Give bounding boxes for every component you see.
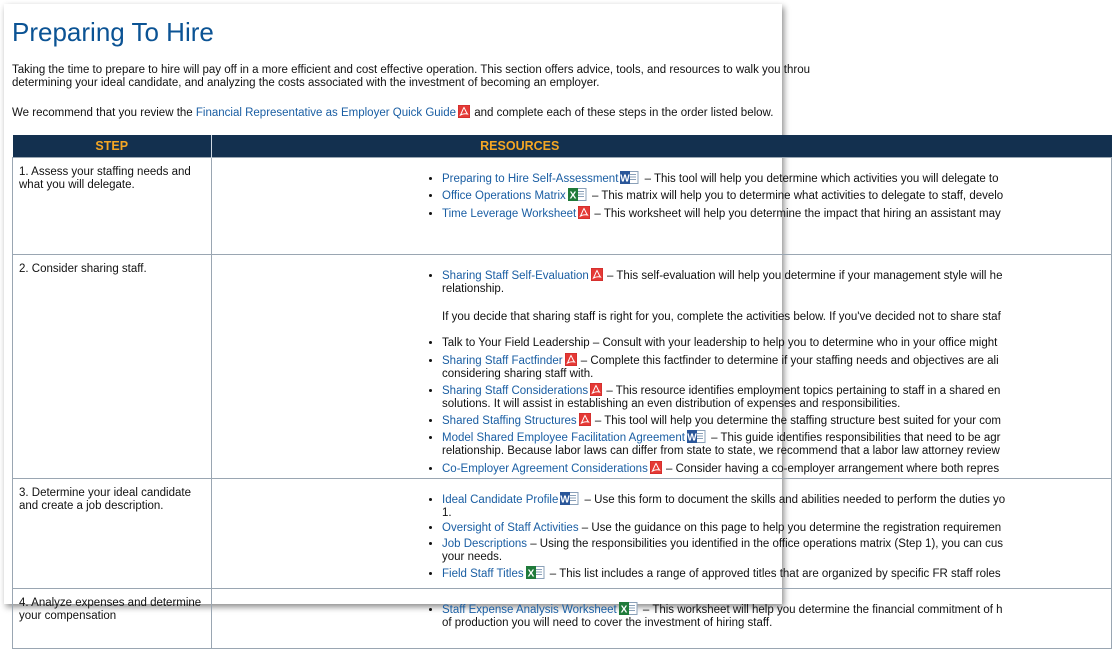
pdf-icon[interactable] — [579, 413, 591, 426]
resource-description: – This tool will help you determine which activities you will delegate to — [641, 173, 999, 185]
word-doc-icon[interactable] — [560, 492, 580, 505]
resources-cell — [212, 589, 1112, 649]
rec-text-before: We recommend that you review the — [12, 107, 196, 119]
excel-doc-icon[interactable] — [568, 188, 588, 201]
resource-item — [442, 566, 1111, 581]
resource-item — [442, 383, 1111, 411]
pdf-icon[interactable] — [590, 383, 602, 396]
recommendation-paragraph — [12, 105, 1112, 120]
word-doc-icon[interactable] — [687, 430, 707, 443]
resource-item — [442, 522, 1111, 535]
resource-link[interactable]: Job Descriptions — [442, 537, 528, 550]
svg-text:X: X — [527, 568, 534, 580]
pdf-icon[interactable] — [565, 353, 577, 366]
resource-description: Talk to Your Field Leadership – Consult with your leadership to help you to determine who in your office might — [442, 337, 998, 350]
resource-link[interactable]: Sharing Staff Considerations — [442, 384, 589, 397]
table-row — [13, 479, 1112, 589]
resource-description: – This self-evaluation will help you determine if your management style will he — [603, 270, 1003, 282]
step-cell — [13, 158, 212, 255]
step-label: 4. Analyze expenses and determine your compensation — [19, 597, 202, 623]
resource-item — [442, 171, 1111, 186]
step-label: 3. Determine your ideal candidate and create a job description. — [19, 487, 191, 513]
step-label: 1. Assess your staffing needs and what you will delegate. — [19, 166, 191, 191]
resource-item — [442, 430, 1111, 458]
resource-description: – This matrix will help you to determine what activities to delegate to staff, develo — [588, 190, 1004, 203]
intro-line-2: determining your ideal candidate, and analyzing the costs associated with the investment of becoming an employer. — [12, 77, 600, 89]
table-row — [13, 255, 1112, 479]
header-step: STEP — [13, 135, 212, 158]
resource-item — [442, 538, 1111, 564]
resource-item — [442, 413, 1111, 428]
intro-line-1: Taking the time to prepare to hire will pay off in a more efficient and cost effective operation. This section offers advice, tools, and resources to walk you throu — [12, 64, 810, 76]
resources-cell — [212, 479, 1112, 589]
resource-link[interactable]: Office Operations Matrix — [442, 190, 566, 203]
resource-description: – Complete this factfinder to determine if your staffing needs and objectives are ali — [577, 354, 999, 367]
resource-description-cont: of production you will need to cover the investment of hiring staff. — [442, 617, 773, 630]
resource-item — [442, 268, 1111, 296]
resource-item — [442, 353, 1111, 381]
resource-description: – Use this form to document the skills and abilities needed to perform the duties yo — [581, 494, 1006, 507]
step-label: 2. Consider sharing staff. — [19, 263, 147, 275]
hiring-steps-table — [12, 135, 1112, 649]
resource-item — [442, 602, 1111, 630]
resource-link[interactable]: Ideal Candidate Profile — [442, 494, 559, 507]
resource-link[interactable]: Sharing Staff Self-Evaluation — [442, 270, 589, 282]
sharing-note: If you decide that sharing staff is right for you, complete the activities below. If you've decided not to share staf — [442, 311, 1001, 324]
header-resources: RESOURCES — [212, 135, 1112, 158]
page-title: Preparing To Hire — [12, 17, 214, 47]
step-cell — [13, 255, 212, 479]
resource-link[interactable]: Sharing Staff Factfinder — [442, 354, 563, 367]
resource-description: – Consider having a co-employer arrangement where both repres — [662, 462, 1000, 475]
word-doc-icon[interactable] — [620, 171, 640, 184]
resource-description: – This list includes a range of approved titles that are organized by specific FR staff roles — [546, 567, 1001, 580]
quick-guide-link[interactable]: Financial Representative as Employer Quick Guide — [195, 107, 457, 119]
resource-description: – This guide identifies responsibilities that need to be agr — [707, 432, 1001, 445]
page-content — [12, 4, 1112, 630]
resource-description-cont: solutions. It will assist in establishing an even distribution of expenses and responsibilities. — [442, 397, 901, 410]
resource-item — [442, 188, 1111, 203]
resource-description-cont: relationship. — [442, 283, 505, 295]
resource-description-cont: your needs. — [442, 550, 503, 563]
resources-cell — [212, 255, 1112, 479]
pdf-icon[interactable] — [650, 461, 662, 474]
resource-description-cont: 1. — [442, 507, 452, 520]
resource-description: – Using the responsibilities you identified in the office operations matrix (Step 1), you can cus — [527, 537, 1004, 550]
table-row — [13, 158, 1112, 255]
intro-paragraph — [12, 64, 1112, 90]
pdf-icon[interactable] — [578, 206, 590, 219]
svg-text:W: W — [620, 173, 631, 185]
step-cell — [13, 589, 212, 649]
svg-text:X: X — [569, 190, 577, 202]
resource-description: – Use the guidance on this page to help you determine the registration requiremen — [578, 522, 1002, 535]
resource-item — [442, 206, 1111, 221]
pdf-icon[interactable] — [458, 105, 470, 118]
resource-description: – This worksheet will help you determine the impact that hiring an assistant may — [591, 207, 1001, 220]
resource-link[interactable]: Oversight of Staff Activities — [442, 522, 579, 535]
step-cell — [13, 479, 212, 589]
resource-item — [442, 337, 1111, 350]
resource-description: – This worksheet will help you determine the financial commitment of h — [639, 604, 1003, 617]
resources-cell — [212, 158, 1112, 255]
resource-item — [442, 492, 1111, 520]
table-row — [13, 589, 1112, 649]
resource-description-cont: relationship. Because labor laws can differ from state to state, we recommend that a labor law attorney review — [442, 445, 1000, 458]
svg-text:W: W — [687, 432, 697, 444]
resource-description: – This resource identifies employment topics pertaining to staff in a shared en — [603, 384, 1001, 397]
document-frame — [4, 4, 1006, 630]
excel-doc-icon[interactable] — [619, 602, 639, 615]
resource-link[interactable]: Staff Expense Analysis Worksheet — [442, 604, 617, 617]
resource-link[interactable]: Co-Employer Agreement Considerations — [442, 462, 648, 475]
resource-link[interactable]: Preparing to Hire Self-Assessment — [442, 173, 619, 185]
rec-text-after: and complete each of these steps in the order listed below. — [471, 107, 774, 119]
resource-link[interactable]: Field Staff Titles — [442, 567, 524, 580]
resource-link[interactable]: Shared Staffing Structures — [442, 415, 577, 428]
svg-text:X: X — [620, 604, 628, 616]
resource-link[interactable]: Time Leverage Worksheet — [442, 207, 577, 220]
resource-link[interactable]: Model Shared Employee Facilitation Agreement — [442, 432, 685, 445]
resource-description: – This tool will help you determine the staffing structure best suited for your com — [591, 415, 1001, 428]
resource-description-cont: considering sharing staff with. — [442, 367, 594, 380]
resource-item — [442, 461, 1111, 476]
svg-text:W: W — [560, 494, 571, 506]
excel-doc-icon[interactable] — [526, 566, 546, 579]
pdf-icon[interactable] — [591, 268, 603, 281]
